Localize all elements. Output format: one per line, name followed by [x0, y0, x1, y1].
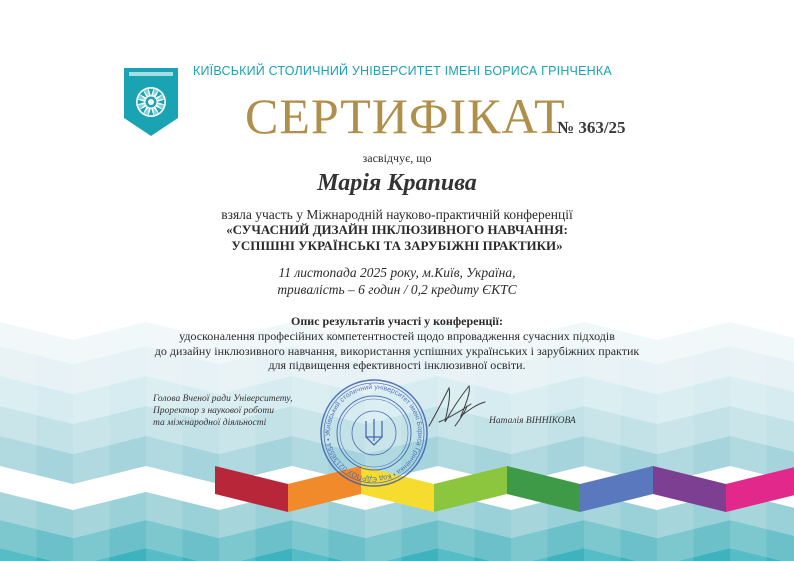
certificate-title: СЕРТИФІКАТ	[245, 88, 566, 144]
signatory-role-line: Проректор з наукової роботи	[153, 406, 274, 416]
handwritten-signature	[425, 382, 491, 432]
certificate-number: № 363/25	[557, 118, 626, 137]
participation-text: взяла участь у Міжнародній науково-практичній конференції	[221, 207, 573, 222]
trident-icon	[366, 419, 382, 445]
results-description	[97, 329, 697, 373]
conference-title	[97, 222, 697, 254]
results-heading: Опис результатів участі у конференції:	[291, 314, 503, 328]
official-seal	[318, 377, 430, 489]
event-details	[97, 264, 697, 298]
conference-title-line: «СУЧАСНИЙ ДИЗАЙН ІНКЛЮЗИВНОГО НАВЧАННЯ:	[226, 222, 568, 237]
university-logo	[122, 66, 180, 138]
event-date: 11 листопада 2025 року, м.Київ, Україна,	[278, 265, 516, 280]
signatory-role-line: та міжнародної діяльності	[153, 418, 267, 428]
signatory-role	[153, 393, 292, 429]
event-duration: тривалість – 6 годин / 0,2 кредиту ЄКТС	[277, 282, 517, 297]
certifies-text: засвідчує, що	[362, 151, 432, 165]
results-line: удосконалення професійних компетентностей щодо впровадження сучасних підходів	[179, 329, 615, 343]
sun-emblem-icon	[136, 87, 166, 117]
recipient-name: Марія Крапива	[317, 170, 477, 196]
facet-highlight	[0, 330, 37, 561]
facet-highlight	[730, 330, 767, 561]
results-line: до дизайну інклюзивного навчання, використання успішних українських і зарубіжних практик	[154, 343, 640, 358]
signatory-name: Наталія ВІННІКОВА	[489, 416, 576, 426]
signatory-role-line: Голова Вченої ради Університету,	[153, 394, 293, 404]
conference-title-line: УСПІШНІ УКРАЇНСЬКІ ТА ЗАРУБІЖНІ ПРАКТИКИ»	[231, 238, 563, 253]
university-name: КИЇВСЬКИЙ СТОЛИЧНИЙ УНІВЕРСИТЕТ ІМЕНІ БОРИСА ГРІНЧЕНКА	[193, 64, 612, 78]
svg-text:Київський столичний університе: Київський столичний університет імені Бориса Грінченка • Код ЄДРПОУ 02136554 • У	[324, 383, 424, 483]
results-line: для підвищення ефективності інклюзивної освіти.	[268, 358, 526, 372]
